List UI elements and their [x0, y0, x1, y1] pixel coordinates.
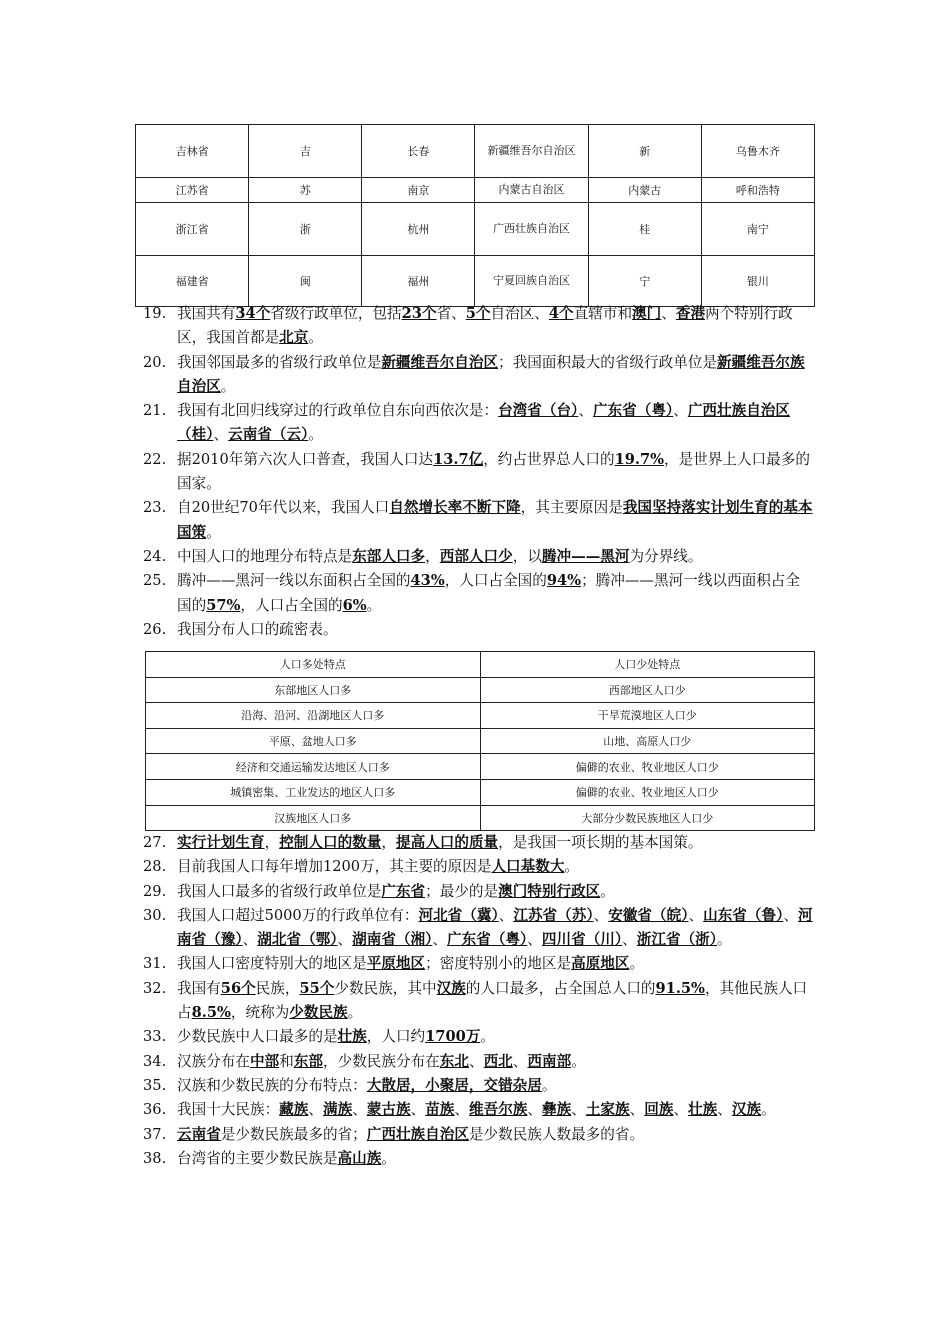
answer-text: 东北: [439, 1052, 469, 1070]
answer-text: 苗族: [425, 1101, 455, 1119]
answer-text: 4个: [548, 305, 574, 322]
answer-text: 腾冲——黑河: [541, 547, 630, 565]
item-number: 29.: [143, 882, 167, 900]
item-number: 25.: [143, 572, 167, 590]
question-text: 和: [279, 1052, 294, 1070]
answer-text: 广东省（粤）: [447, 931, 528, 949]
answer-text: 大散居，小聚居，交错杂居: [366, 1076, 542, 1094]
answer-text: 13.7亿: [433, 450, 484, 468]
question-text: 、: [213, 426, 229, 444]
table-cell: 偏僻的农业、牧业地区人口少: [480, 779, 815, 805]
item-number: 37.: [143, 1125, 167, 1143]
table-cell: 偏僻的农业、牧业地区人口少: [480, 754, 815, 780]
answer-text: 东部人口多: [352, 547, 426, 565]
question-text: 、: [498, 906, 514, 924]
item-number: 24.: [143, 547, 167, 565]
question-text: 、: [622, 931, 637, 949]
item-number: 33.: [143, 1028, 167, 1046]
question-text: 汉族分布在: [177, 1052, 250, 1070]
answer-text: 东部: [293, 1052, 323, 1070]
question-text: 、: [352, 1101, 367, 1119]
question-text: ，: [381, 834, 396, 851]
question-text: 我国人口密度特别大的地区是: [177, 955, 367, 973]
answer-text: 香港: [675, 305, 706, 322]
table-cell: 东部地区人口多: [146, 677, 481, 703]
question-text: 的人口最多，占全国总人口的: [465, 979, 656, 997]
list-item: [143, 1098, 813, 1122]
answer-text: 云南省（云）: [228, 426, 309, 444]
question-text: 。: [308, 329, 323, 347]
question-text: 。: [381, 1149, 396, 1167]
answer-text: 湖北省（鄂）: [257, 931, 338, 949]
table-row: [136, 178, 815, 203]
item-text: [177, 1147, 813, 1171]
question-text: 。: [629, 955, 645, 973]
question-text: 我国分布人口的疏密表。: [177, 620, 338, 638]
question-text: ，其主要原因是: [520, 499, 623, 517]
question-text: ；腾冲——黑河一线以西面积占全国的: [177, 572, 800, 614]
answer-text: 四川省（川）: [541, 931, 623, 949]
answer-text: 43%: [410, 572, 445, 590]
question-text: 少数民族中人口最多的是: [177, 1028, 338, 1046]
item-list-b: [143, 831, 813, 1171]
item-text: [177, 545, 813, 569]
item-number: 21.: [143, 402, 167, 420]
question-text: 、: [242, 931, 258, 949]
item-number: 27.: [143, 834, 167, 851]
question-text: 少数民族，其中: [334, 979, 437, 997]
province-table: [135, 124, 815, 307]
question-text: 、: [527, 931, 542, 949]
question-text: 我国人口超过5000万的行政单位有：: [177, 906, 419, 924]
question-text: 我国共有: [177, 305, 236, 322]
item-text: [177, 496, 813, 545]
answer-text: 自然增长率不断下降: [389, 499, 521, 517]
question-text: ，人口约: [366, 1028, 426, 1046]
answer-text: 平原地区: [366, 955, 426, 973]
answer-text: 蒙古族: [366, 1101, 411, 1119]
list-item: [143, 952, 813, 976]
answer-text: 广东省: [381, 882, 426, 900]
item-text: [177, 448, 813, 497]
question-text: 省、: [436, 305, 466, 322]
item-text: [177, 351, 813, 400]
question-text: 腾冲——黑河一线以东面积占全国的: [177, 572, 411, 590]
answer-text: 山东省（鲁）: [703, 906, 784, 924]
table-cell: 吉林省: [136, 125, 249, 178]
answer-text: 我国坚持落实计划生育的基本国策: [177, 499, 813, 541]
question-text: 目前我国人口每年增加1200万，其主要的原因是: [177, 858, 492, 876]
answer-text: 澳门: [632, 305, 662, 322]
list-item: [143, 399, 813, 448]
item-text: [177, 1050, 813, 1074]
answer-text: 澳门特别行政区: [498, 882, 601, 900]
answer-text: 壮族: [337, 1028, 367, 1046]
question-text: 我国有北回归线穿过的行政单位自东向西依次是：: [177, 402, 499, 420]
table-cell: 乌鲁木齐: [701, 125, 814, 178]
table-cell: 新: [588, 125, 701, 178]
table-cell: 城镇密集、工业发达的地区人口多: [146, 779, 481, 805]
question-text: 是少数民族人数最多的省。: [468, 1125, 645, 1143]
question-text: 、: [578, 402, 593, 420]
answer-text: 土家族: [585, 1101, 630, 1119]
item-text: [177, 855, 813, 879]
item-text: [177, 977, 813, 1026]
question-text: 民族，: [255, 979, 300, 997]
table-cell: 人口多处特点: [146, 652, 481, 678]
list-item: [143, 448, 813, 497]
question-text: 我国人口最多的省级行政单位是: [177, 882, 382, 900]
item-number: 32.: [143, 979, 167, 997]
answer-text: 回族: [644, 1101, 674, 1119]
answer-text: 广东省（粤）: [592, 402, 674, 420]
answer-text: 6%: [342, 596, 367, 614]
question-text: ；密度特别小的地区是: [425, 955, 572, 973]
question-text: 、: [337, 931, 353, 949]
question-text: 、: [673, 402, 688, 420]
question-text: ，少数民族分布在: [323, 1052, 440, 1070]
table-row: [146, 677, 815, 703]
item-text: [177, 880, 813, 904]
table-row: [146, 805, 815, 831]
item-text: [177, 399, 813, 448]
answer-text: 浙江省（浙）: [636, 931, 718, 949]
answer-text: 汉族: [436, 979, 466, 997]
population-density-table: [145, 651, 815, 831]
table-cell: 宁: [588, 256, 701, 307]
table-cell: 闽: [249, 256, 362, 307]
question-text: 。: [717, 931, 732, 949]
table-cell: 干旱荒漠地区人口少: [480, 703, 815, 729]
question-text: 、: [593, 906, 609, 924]
question-text: 。: [308, 426, 323, 444]
question-text: 。: [347, 1004, 363, 1022]
item-text: [177, 569, 813, 618]
question-text: ；我国面积最大的省级行政单位是: [498, 353, 718, 371]
question-text: 自20世纪70年代以来，我国人口: [177, 499, 390, 517]
question-text: 为分界线。: [629, 547, 703, 565]
item-number: 35.: [143, 1076, 167, 1094]
question-text: 、: [308, 1101, 323, 1119]
item-number: 30.: [143, 906, 167, 924]
answer-text: 1700万: [425, 1028, 481, 1046]
list-item: [143, 855, 813, 879]
table-cell: 杭州: [362, 203, 475, 256]
answer-text: 云南省: [177, 1125, 221, 1143]
table-row: [146, 754, 815, 780]
list-item: [143, 831, 813, 855]
answer-text: 控制人口的数量: [279, 834, 382, 851]
question-text: ，人口占全国的: [240, 596, 343, 614]
list-item: [143, 1074, 813, 1098]
list-item: [143, 545, 813, 569]
answer-text: 汉族: [731, 1101, 762, 1119]
answer-text: 提高人口的质量: [395, 834, 499, 851]
item-number: 31.: [143, 955, 167, 973]
table-cell: 浙江省: [136, 203, 249, 256]
item-list-a: [143, 302, 813, 642]
table-cell: 吉: [249, 125, 362, 178]
item-number: 38.: [143, 1149, 167, 1167]
table-row: [136, 125, 815, 178]
table-cell: 经济和交通运输发达地区人口多: [146, 754, 481, 780]
question-text: ，以: [512, 547, 542, 565]
question-text: ，: [425, 547, 440, 565]
question-text: 、: [629, 1101, 645, 1119]
item-text: [177, 1025, 813, 1049]
answer-text: 湖南省（湘）: [352, 931, 433, 949]
answer-text: 57%: [206, 596, 241, 614]
answer-text: 5个: [465, 305, 491, 322]
answer-text: 西南部: [527, 1052, 572, 1070]
answer-text: 23个: [401, 305, 437, 322]
question-text: 我国有: [177, 979, 221, 997]
question-text: 我国十大民族：: [177, 1101, 280, 1119]
table-cell: 内蒙古: [588, 178, 701, 203]
answer-text: 91.5%: [655, 979, 705, 997]
answer-text: 藏族: [279, 1101, 309, 1119]
table-cell: 汉族地区人口多: [146, 805, 481, 831]
answer-text: 满族: [322, 1101, 353, 1119]
table-cell: 银川: [701, 256, 814, 307]
answer-text: 新疆维吾尔族自治区: [177, 353, 805, 395]
list-item: [143, 351, 813, 400]
item-number: 22.: [143, 450, 167, 468]
answer-text: 新疆维吾尔自治区: [381, 353, 499, 371]
question-text: 两个特别行政区，我国首都是: [177, 305, 793, 347]
answer-text: 19.7%: [614, 450, 664, 468]
table-cell: 呼和浩特: [701, 178, 814, 203]
table-cell: 长春: [362, 125, 475, 178]
item-text: [177, 904, 813, 953]
table-cell: 福州: [362, 256, 475, 307]
answer-text: 实行计划生育: [177, 834, 265, 851]
question-text: ，约占世界总人口的: [483, 450, 615, 468]
answer-text: 壮族: [688, 1101, 718, 1119]
table-cell: 江苏省: [136, 178, 249, 203]
answer-text: 56个: [220, 979, 256, 997]
question-text: ，人口占全国的: [444, 572, 547, 590]
question-text: 自治区、: [490, 305, 549, 322]
question-text: 。: [541, 1076, 557, 1094]
question-text: 、: [717, 1101, 732, 1119]
question-text: 我国邻国最多的省级行政单位是: [177, 353, 382, 371]
question-text: 、: [468, 1052, 484, 1070]
question-text: 、: [783, 906, 798, 924]
item-text: [177, 1123, 813, 1147]
table-header-row: [146, 652, 815, 678]
question-text: 省级行政单位，包括: [270, 305, 402, 322]
item-number: 34.: [143, 1052, 167, 1070]
item-number: 19.: [143, 305, 167, 322]
list-item: [143, 618, 813, 642]
question-text: 直辖市和: [573, 305, 633, 322]
question-text: 。: [564, 858, 580, 876]
list-item: [143, 302, 813, 351]
answer-text: 河北省（冀）: [418, 906, 499, 924]
question-text: 、: [571, 1101, 586, 1119]
answer-text: 广西壮族自治区: [366, 1125, 469, 1143]
answer-text: 人口基数大: [491, 858, 565, 876]
question-text: 、: [527, 1101, 543, 1119]
question-text: ，其他民族人口占: [177, 979, 808, 1022]
answer-text: 高原地区: [571, 955, 630, 973]
question-text: 。: [366, 596, 382, 614]
item-number: 36.: [143, 1101, 167, 1119]
item-text: [177, 952, 813, 976]
question-text: 台湾省的主要少数民族是: [177, 1149, 338, 1167]
answer-text: 台湾省（台）: [498, 402, 579, 420]
answer-text: 94%: [546, 572, 582, 590]
table-row: [146, 779, 815, 805]
question-text: 。: [600, 882, 615, 900]
answer-text: 高山族: [337, 1149, 382, 1167]
question-text: 。: [761, 1101, 776, 1119]
answer-text: 中部: [249, 1052, 280, 1070]
question-text: 。: [571, 1052, 586, 1070]
table-cell: 内蒙古自治区: [475, 178, 588, 203]
answer-text: 少数民族: [289, 1004, 348, 1022]
table-row: [136, 256, 815, 307]
table-cell: 山地、高原人口少: [480, 728, 815, 754]
item-text: [177, 1074, 813, 1098]
item-number: 23.: [143, 499, 167, 517]
question-text: 汉族和少数民族的分布特点：: [177, 1076, 367, 1094]
question-text: ，是我国一项长期的基本国策。: [498, 834, 703, 851]
list-item: [143, 569, 813, 618]
table-cell: 西部地区人口少: [480, 677, 815, 703]
item-number: 26.: [143, 620, 167, 638]
question-text: 。: [220, 377, 236, 395]
answer-text: 55个: [299, 979, 335, 997]
question-text: 据2010年第六次人口普查，我国人口达: [177, 450, 434, 468]
table-cell: 新疆维吾尔自治区: [475, 125, 588, 178]
question-text: 、: [512, 1052, 528, 1070]
question-text: ，是世界上人口最多的国家。: [177, 450, 810, 493]
answer-text: 江苏省（苏）: [513, 906, 594, 924]
question-text: 。: [480, 1028, 495, 1046]
list-item: [143, 880, 813, 904]
question-text: 、: [410, 1101, 426, 1119]
table-cell: 苏: [249, 178, 362, 203]
answer-text: 34个: [235, 305, 271, 322]
list-item: [143, 1050, 813, 1074]
list-item: [143, 1147, 813, 1171]
list-item: [143, 1025, 813, 1049]
table-cell: 人口少处特点: [480, 652, 815, 678]
list-item: [143, 977, 813, 1026]
answer-text: 北京: [279, 329, 309, 347]
table-cell: 福建省: [136, 256, 249, 307]
question-text: ；最少的是: [425, 882, 499, 900]
question-text: 中国人口的地理分布特点是: [177, 547, 353, 565]
item-number: 20.: [143, 353, 167, 371]
table-row: [146, 703, 815, 729]
answer-text: 广西壮族自治区（桂）: [177, 402, 790, 444]
table-cell: 宁夏回族自治区: [475, 256, 588, 307]
table-cell: 平原、盆地人口多: [146, 728, 481, 754]
item-text: [177, 618, 813, 642]
answer-text: 西北: [483, 1052, 513, 1070]
item-text: [177, 1098, 813, 1122]
question-text: 、: [688, 906, 704, 924]
question-text: 、: [454, 1101, 470, 1119]
table-cell: 南京: [362, 178, 475, 203]
question-text: 、: [661, 305, 676, 322]
item-number: 28.: [143, 858, 167, 876]
table-row: [136, 203, 815, 256]
table-row: [146, 728, 815, 754]
item-text: [177, 831, 813, 855]
table-cell: 桂: [588, 203, 701, 256]
answer-text: 河南省（豫）: [177, 906, 813, 949]
answer-text: 西部人口少: [439, 547, 513, 565]
item-text: [177, 302, 813, 351]
answer-text: 维吾尔族: [469, 1101, 528, 1119]
question-text: ，统称为: [230, 1004, 290, 1022]
list-item: [143, 1123, 813, 1147]
question-text: 是少数民族最多的省；: [220, 1125, 367, 1143]
question-text: 、: [432, 931, 448, 949]
question-text: 。: [206, 523, 221, 541]
question-text: ，: [264, 834, 280, 851]
table-cell: 南宁: [701, 203, 814, 256]
answer-text: 彝族: [542, 1101, 572, 1119]
list-item: [143, 496, 813, 545]
answer-text: 8.5%: [191, 1004, 231, 1022]
table-cell: 大部分少数民族地区人口少: [480, 805, 815, 831]
answer-text: 安徽省（皖）: [608, 906, 689, 924]
question-text: 、: [673, 1101, 689, 1119]
table-cell: 浙: [249, 203, 362, 256]
list-item: [143, 904, 813, 953]
table-cell: 沿海、沿河、沿湖地区人口多: [146, 703, 481, 729]
table-cell: 广西壮族自治区: [475, 203, 588, 256]
